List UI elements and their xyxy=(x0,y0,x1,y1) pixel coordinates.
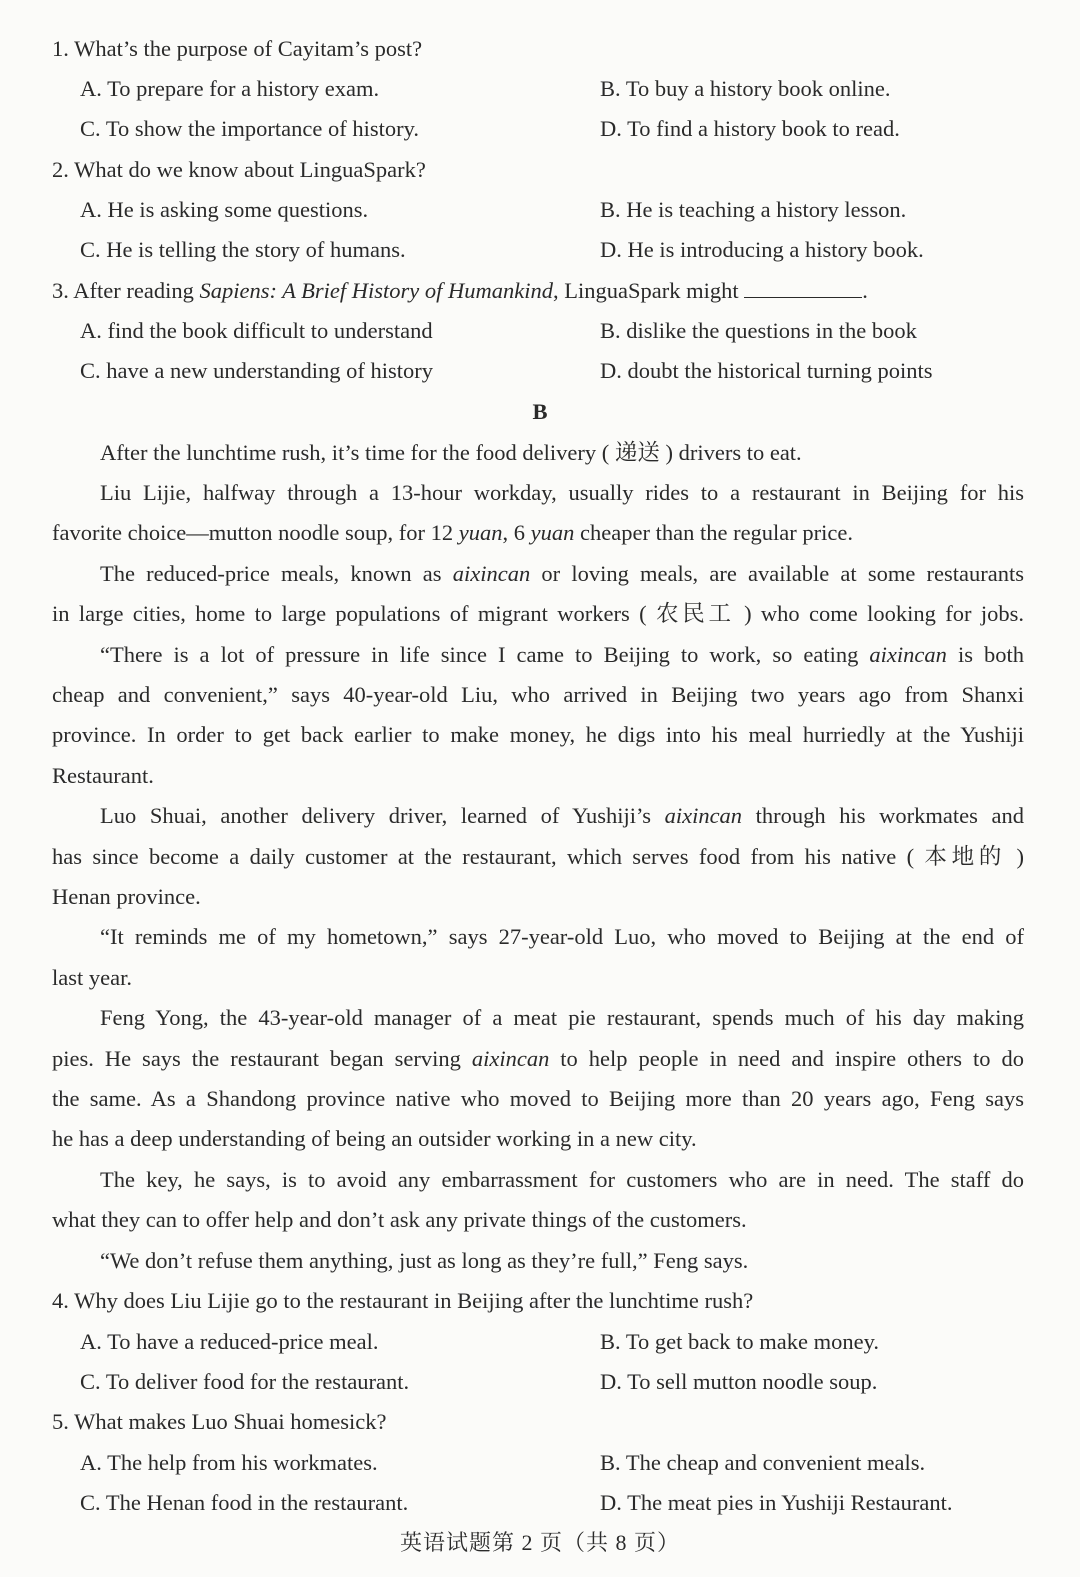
passage-line xyxy=(52,513,1024,553)
question-5-option-d: D. The meat pies in Yushiji Restaurant. xyxy=(600,1490,953,1515)
passage-line xyxy=(100,796,1024,836)
passage-text: is both xyxy=(946,642,1025,667)
passage-italic: aixincan xyxy=(664,803,743,828)
question-5-stem: 5. What makes Luo Shuai homesick? xyxy=(52,1409,387,1434)
question-3-stem-end: . xyxy=(862,278,868,303)
passage-line: Liu Lijie, halfway through a 13-hour workday, usually rides to a restaurant in Beijing for his xyxy=(100,480,1024,505)
passage-italic: yuan xyxy=(458,520,503,545)
passage-line: cheap and convenient,” says 40-year-old Liu, who arrived in Beijing two years ago from Shanxi xyxy=(52,682,1024,707)
passage-text: The reduced-price meals, known as xyxy=(100,561,453,586)
passage-text: , 6 xyxy=(502,520,531,545)
question-4-option-d: D. To sell mutton noodle soup. xyxy=(600,1369,878,1394)
passage-italic: yuan xyxy=(530,520,575,545)
passage-text: to help people in need and inspire others to do xyxy=(549,1046,1024,1071)
question-4-stem: 4. Why does Liu Lijie go to the restaurant in Beijing after the lunchtime rush? xyxy=(52,1288,754,1313)
question-4-option-c: C. To deliver food for the restaurant. xyxy=(80,1369,410,1394)
question-3-option-c: C. have a new understanding of history xyxy=(80,358,434,383)
passage-line: After the lunchtime rush, it’s time for the food delivery ( 递送 ) drivers to eat. xyxy=(100,440,802,465)
passage-text: through his workmates and xyxy=(742,803,1024,828)
question-3-option-d: D. doubt the historical turning points xyxy=(600,358,933,383)
passage-line: the same. As a Shandong province native who moved to Beijing more than 20 years ago, Feng says xyxy=(52,1086,1024,1111)
question-4-option-a: A. To have a reduced-price meal. xyxy=(80,1329,379,1354)
question-3-stem-pre: 3. After reading xyxy=(52,278,200,303)
passage-line xyxy=(52,1039,1024,1079)
question-1-option-b: B. To buy a history book online. xyxy=(600,76,891,101)
passage-text: “There is a lot of pressure in life since I came to Beijing to work, so eating xyxy=(100,642,870,667)
question-5-option-b: B. The cheap and convenient meals. xyxy=(600,1450,926,1475)
section-b-heading: B xyxy=(532,399,548,424)
passage-line: he has a deep understanding of being an outsider working in a new city. xyxy=(52,1126,697,1151)
page-footer: 英语试题第 2 页（共 8 页） xyxy=(399,1530,680,1555)
passage-line: “We don’t refuse them anything, just as long as they’re full,” Feng says. xyxy=(100,1248,749,1273)
passage-text: favorite choice—mutton noodle soup, for 12 xyxy=(52,520,459,545)
passage-line: what they can to offer help and don’t ask any private things of the customers. xyxy=(52,1207,747,1232)
passage-text: pies. He says the restaurant began serving xyxy=(52,1046,472,1071)
passage-line: Feng Yong, the 43-year-old manager of a meat pie restaurant, spends much of his day making xyxy=(100,1005,1024,1030)
question-3-book-title: Sapiens: A Brief History of Humankind xyxy=(199,278,553,303)
passage-line xyxy=(100,635,1024,675)
passage-line: last year. xyxy=(52,965,132,990)
passage-line: The key, he says, is to avoid any embarrassment for customers who are in need. The staff do xyxy=(100,1167,1024,1192)
question-4-option-b: B. To get back to make money. xyxy=(600,1329,879,1354)
passage-italic: aixincan xyxy=(471,1046,550,1071)
question-5-option-a: A. The help from his workmates. xyxy=(80,1450,378,1475)
question-1-option-d: D. To find a history book to read. xyxy=(600,116,900,141)
passage-line xyxy=(100,554,1024,594)
passage-line: has since become a daily customer at the restaurant, which serves food from his native ( 本地的 ) xyxy=(52,844,1024,869)
question-2-option-a: A. He is asking some questions. xyxy=(80,197,369,222)
passage-line: in large cities, home to large populations of migrant workers ( 农民工 ) who come looking for jobs. xyxy=(52,601,1024,626)
passage-text: or loving meals, are available at some restaurants xyxy=(530,561,1024,586)
question-2-stem: 2. What do we know about LinguaSpark? xyxy=(52,157,426,182)
question-2-option-c: C. He is telling the story of humans. xyxy=(80,237,406,262)
passage-italic: aixincan xyxy=(869,642,947,667)
question-1-stem: 1. What’s the purpose of Cayitam’s post? xyxy=(52,36,423,61)
question-2-option-d: D. He is introducing a history book. xyxy=(600,237,924,262)
question-1-option-c: C. To show the importance of history. xyxy=(80,116,420,141)
passage-text: cheaper than the regular price. xyxy=(574,520,853,545)
question-1-option-a: A. To prepare for a history exam. xyxy=(80,76,380,101)
passage-line: province. In order to get back earlier to make money, he digs into his meal hurriedly at the Yushiji xyxy=(52,722,1024,747)
question-3-option-a: A. find the book difficult to understand xyxy=(80,318,433,343)
question-5-option-c: C. The Henan food in the restaurant. xyxy=(80,1490,409,1515)
passage-line: “It reminds me of my hometown,” says 27-year-old Luo, who moved to Beijing at the end of xyxy=(100,924,1024,949)
passage-text: Luo Shuai, another delivery driver, learned of Yushiji’s xyxy=(100,803,665,828)
passage-line: Henan province. xyxy=(52,884,201,909)
question-3-option-b: B. dislike the questions in the book xyxy=(600,318,917,343)
question-3-stem-post: , LinguaSpark might xyxy=(552,278,745,303)
passage-line: Restaurant. xyxy=(52,763,154,788)
question-2-option-b: B. He is teaching a history lesson. xyxy=(600,197,907,222)
passage-italic: aixincan xyxy=(452,561,531,586)
answer-blank xyxy=(744,273,862,298)
question-3-stem xyxy=(52,271,1024,311)
